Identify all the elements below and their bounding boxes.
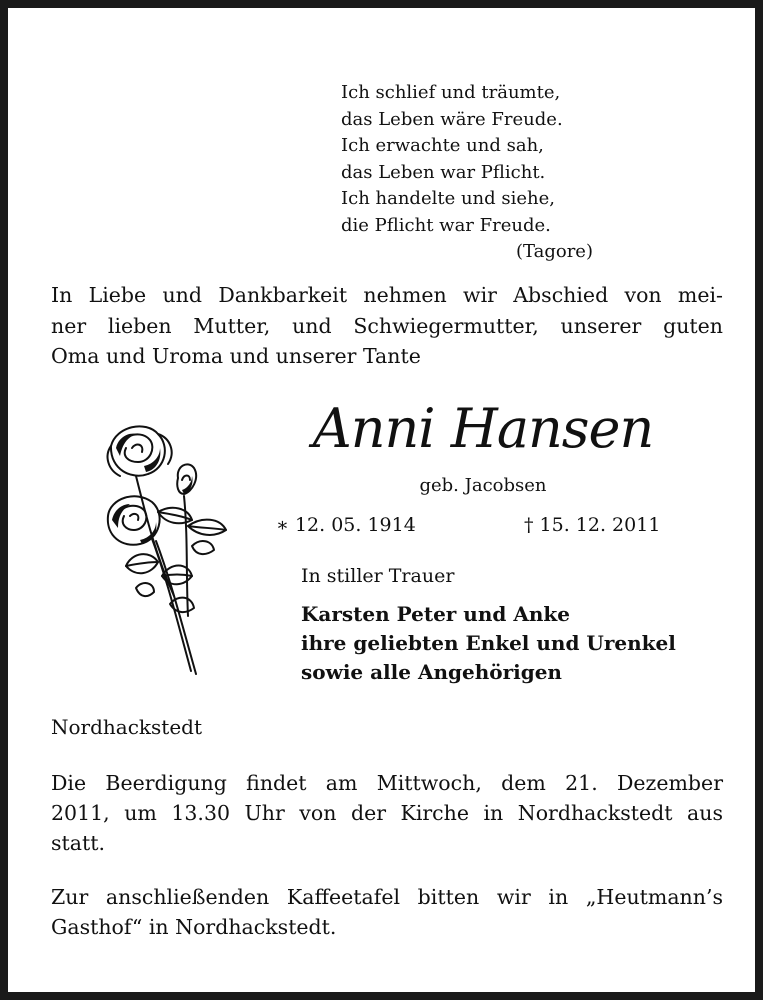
- mourner-line: Karsten Peter und Anke: [301, 602, 570, 626]
- place-name: Nordhackstedt: [51, 715, 203, 739]
- coffee-line: Zur anschließenden Kaffeetafel bitten wir in „Heutmann’s: [51, 885, 723, 909]
- mourners-list: [301, 600, 676, 687]
- intro-text: [51, 280, 723, 372]
- poem-line: die Pflicht war Freude.: [341, 214, 551, 236]
- intro-line: Oma und Uroma und unserer Tante: [51, 344, 421, 368]
- intro-line: ner lieben Mutter, und Schwiegermutter, unserer guten: [51, 313, 723, 338]
- coffee-info: [51, 882, 723, 942]
- funeral-line: 2011, um 13.30 Uhr von der Kirche in Nordhackstedt aus: [51, 801, 723, 825]
- coffee-line: Gasthof“ in Nordhackstedt.: [51, 915, 337, 939]
- rose-icon: [96, 416, 236, 678]
- mourner-line: sowie alle Angehörigen: [301, 660, 562, 684]
- funeral-line: statt.: [51, 831, 105, 855]
- poem-line: das Leben war Pflicht.: [341, 161, 546, 183]
- poem: [341, 80, 601, 266]
- poem-line: Ich schlief und träumte,: [341, 82, 561, 103]
- mourner-line: ihre geliebten Enkel und Urenkel: [301, 631, 676, 655]
- poem-author: (Tagore): [515, 241, 593, 262]
- poem-line: das Leben wäre Freude.: [341, 108, 563, 130]
- poem-line: Ich erwachte und sah,: [341, 135, 544, 156]
- funeral-line: Die Beerdigung findet am Mittwoch, dem 21. Dezember: [51, 771, 723, 795]
- intro-line: In Liebe und Dankbarkeit nehmen wir Abschied von mei-: [51, 283, 723, 307]
- deceased-name: Anni Hansen: [312, 397, 654, 460]
- poem-line: Ich handelte und siehe,: [341, 188, 556, 209]
- death-date: † 15. 12. 2011: [524, 514, 661, 536]
- funeral-info: [51, 768, 723, 858]
- birth-date: ∗ 12. 05. 1914: [276, 514, 416, 536]
- birth-name: geb. Jacobsen: [419, 475, 547, 496]
- mourning-heading: In stiller Trauer: [301, 565, 455, 587]
